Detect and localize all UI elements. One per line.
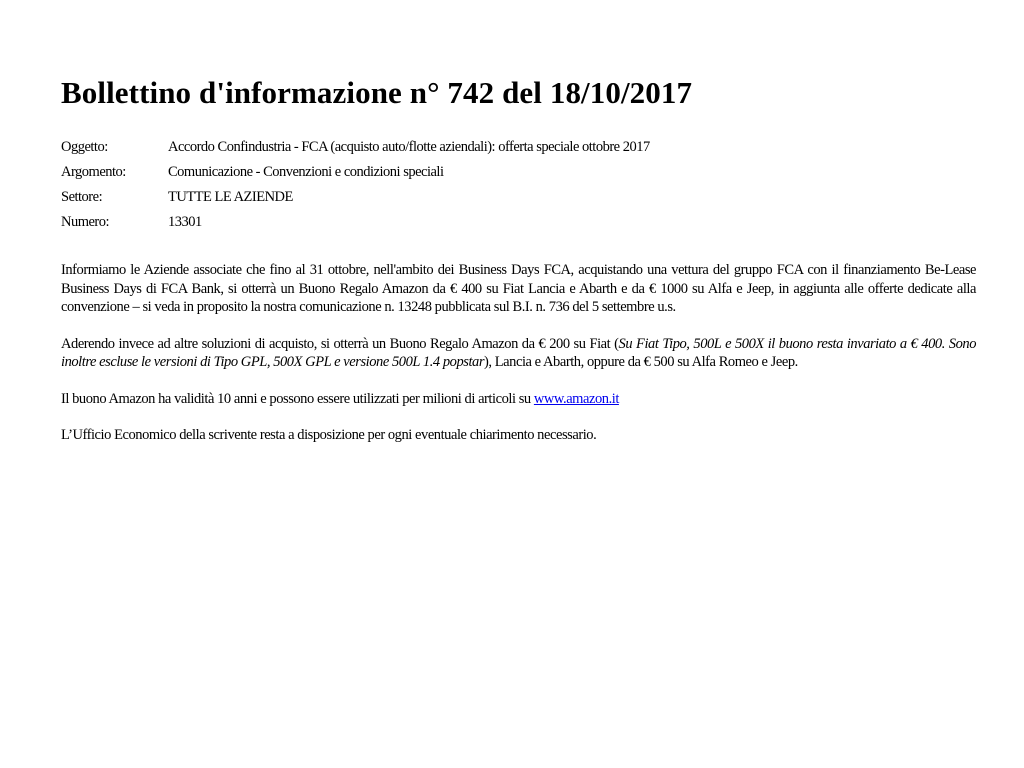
sector-label: Settore: — [61, 189, 103, 205]
body-paragraph-3 — [61, 390, 976, 409]
paragraph-3-text: Il buono Amazon ha validità 10 anni e possono essere utilizzati per milioni di articoli su — [61, 390, 534, 407]
topic-row — [61, 163, 650, 188]
subject-row — [61, 138, 650, 163]
topic-label: Argomento: — [61, 164, 126, 180]
page-title: Bollettino d'informazione n° 742 del 18/10/2017 — [61, 75, 693, 110]
topic-value: Comunicazione - Convenzioni e condizioni speciali — [168, 164, 444, 180]
sector-row — [61, 188, 650, 213]
amazon-link[interactable]: www.amazon.it — [533, 390, 619, 407]
body-paragraph-4: L’Ufficio Economico della scrivente resta a disposizione per ogni eventuale chiarimento necessario. — [61, 427, 597, 443]
body-paragraph-1: Informiamo le Aziende associate che fino al 31 ottobre, nell'ambito dei Business Days FCA, acquistando una vettura del gruppo FCA con il finanziamento Be-Lease Business Days di FCA Bank, si otterrà un Buono Regalo Amazon da € 400 su Fiat Lancia e Abarth e da € 1000 su Alfa e Jeep, in aggiunta alle offerte dedicate alla convenzione – si veda in proposito la nostra comunicazione n. 13248 pubblicata sul B.I. n. 736 del 5 settembre u.s. — [61, 262, 976, 315]
subject-label: Oggetto: — [61, 139, 108, 155]
number-label: Numero: — [61, 214, 110, 230]
sector-value: TUTTE LE AZIENDE — [168, 189, 293, 205]
body-paragraph-2 — [61, 335, 976, 372]
document-body — [61, 261, 976, 463]
document-metadata — [61, 138, 650, 238]
paragraph-2-text-end: ), Lancia e Abarth, oppure da € 500 su Alfa Romeo e Jeep. — [484, 354, 798, 370]
paragraph-2-text-start: Aderendo invece ad altre soluzioni di acquisto, si otterrà un Buono Regalo Amazon da € 200 su Fiat ( — [61, 335, 619, 352]
subject-value: Accordo Confindustria - FCA (acquisto auto/flotte aziendali): offerta speciale ottobre 2017 — [168, 139, 650, 155]
paragraph-2-italic-note: Su Fiat Tipo, 500L e 500X il buono resta invariato a € 400. Sono inoltre escluse le versioni di Tipo GPL, 500X GPL e versione 500L 1.4 popstar — [61, 335, 976, 370]
number-row — [61, 213, 650, 238]
number-value: 13301 — [168, 214, 202, 230]
